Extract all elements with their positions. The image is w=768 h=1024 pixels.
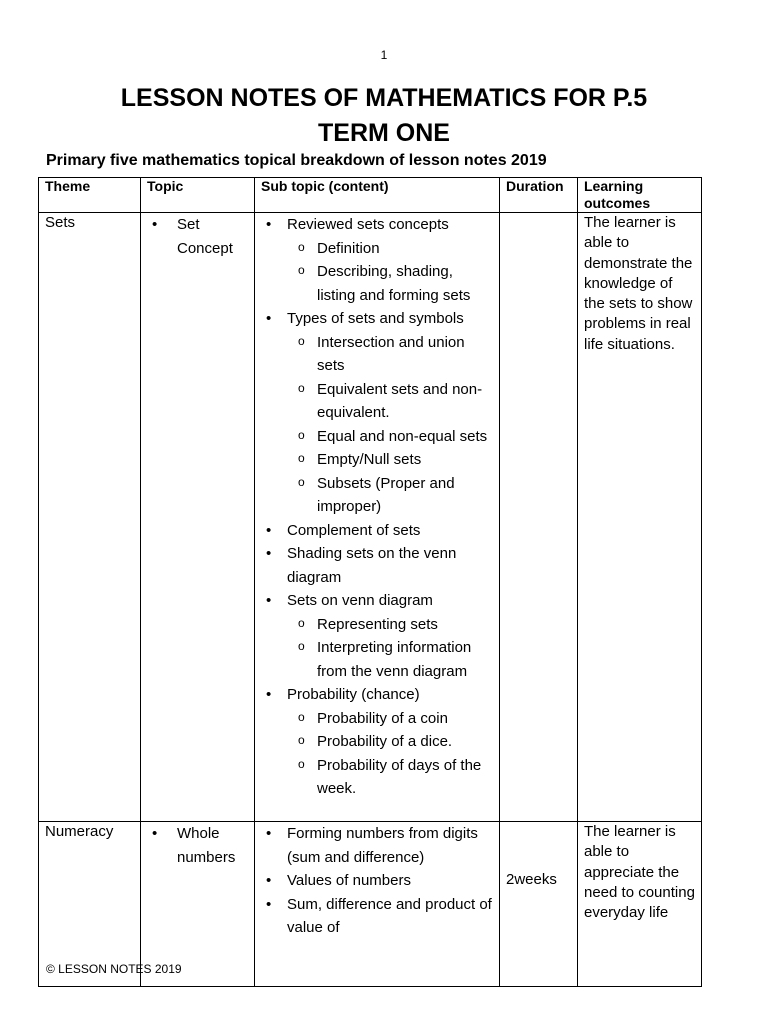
list-item: • Shading sets on the venn diagram bbox=[261, 542, 493, 589]
list-subitem: o Probability of a coin bbox=[261, 707, 493, 731]
list-subitem: o Empty/Null sets bbox=[261, 448, 493, 472]
header-duration: Duration bbox=[500, 178, 578, 213]
topical-breakdown-table bbox=[38, 177, 702, 987]
list-item: • Sets on venn diagram o Representing sets o Interpreting information from the venn diagram bbox=[261, 589, 493, 683]
duration-cell bbox=[500, 213, 578, 822]
list-item: • Values of numbers bbox=[261, 869, 493, 893]
list-subitem: o Interpreting information from the venn diagram bbox=[261, 636, 493, 683]
header-outcomes: Learning outcomes bbox=[578, 178, 702, 213]
page-number: 1 bbox=[380, 48, 388, 62]
list-item: • Probability (chance) o Probability of a coin o Probability of a dice. o Probability of days of the week. bbox=[261, 683, 493, 801]
table-row bbox=[39, 213, 702, 822]
list-subitem: o Probability of days of the week. bbox=[261, 754, 493, 801]
table-header-row bbox=[39, 178, 702, 213]
list-item: • Sum, difference and product of value of bbox=[261, 893, 493, 940]
header-topic: Topic bbox=[141, 178, 255, 213]
list-item: • Reviewed sets concepts o Definition o Describing, shading, listing and forming sets bbox=[261, 213, 493, 307]
list-item: • Forming numbers from digits (sum and difference) bbox=[261, 822, 493, 869]
theme-cell: Numeracy bbox=[39, 822, 141, 987]
topic-item: • Set Concept bbox=[147, 213, 248, 260]
subtopic-cell bbox=[255, 822, 500, 987]
list-subitem: o Representing sets bbox=[261, 613, 493, 637]
footer-copyright: © LESSON NOTES 2019 bbox=[46, 962, 182, 976]
document-subtitle: Primary five mathematics topical breakdown of lesson notes 2019 bbox=[46, 152, 547, 169]
list-subitem: o Subsets (Proper and improper) bbox=[261, 472, 493, 519]
outcome-cell: The learner is able to demonstrate the knowledge of the sets to show problems in real life situations. bbox=[578, 213, 702, 822]
subtopic-cell bbox=[255, 213, 500, 822]
outcome-cell: The learner is able to appreciate the need to counting everyday life bbox=[578, 822, 702, 987]
document-term: TERM ONE bbox=[318, 119, 450, 147]
topic-cell bbox=[141, 213, 255, 822]
list-subitem: o Probability of a dice. bbox=[261, 730, 493, 754]
list-subitem: o Intersection and union sets bbox=[261, 331, 493, 378]
document-title: LESSON NOTES OF MATHEMATICS FOR P.5 bbox=[120, 84, 648, 112]
list-subitem: o Describing, shading, listing and forming sets bbox=[261, 260, 493, 307]
list-item: • Types of sets and symbols o Intersection and union sets o Equivalent sets and non-equivalent. o Equal and non-equal sets o Empty/Null sets o Subsets (Proper and improper) bbox=[261, 307, 493, 519]
header-subtopic: Sub topic (content) bbox=[255, 178, 500, 213]
list-item: • Complement of sets bbox=[261, 519, 493, 543]
duration-cell: 2weeks bbox=[500, 822, 578, 987]
topic-item: • Whole numbers bbox=[147, 822, 248, 869]
header-theme: Theme bbox=[39, 178, 141, 213]
list-subitem: o Equal and non-equal sets bbox=[261, 425, 493, 449]
list-subitem: o Equivalent sets and non-equivalent. bbox=[261, 378, 493, 425]
theme-cell: Sets bbox=[39, 213, 141, 822]
list-subitem: o Definition bbox=[261, 237, 493, 261]
